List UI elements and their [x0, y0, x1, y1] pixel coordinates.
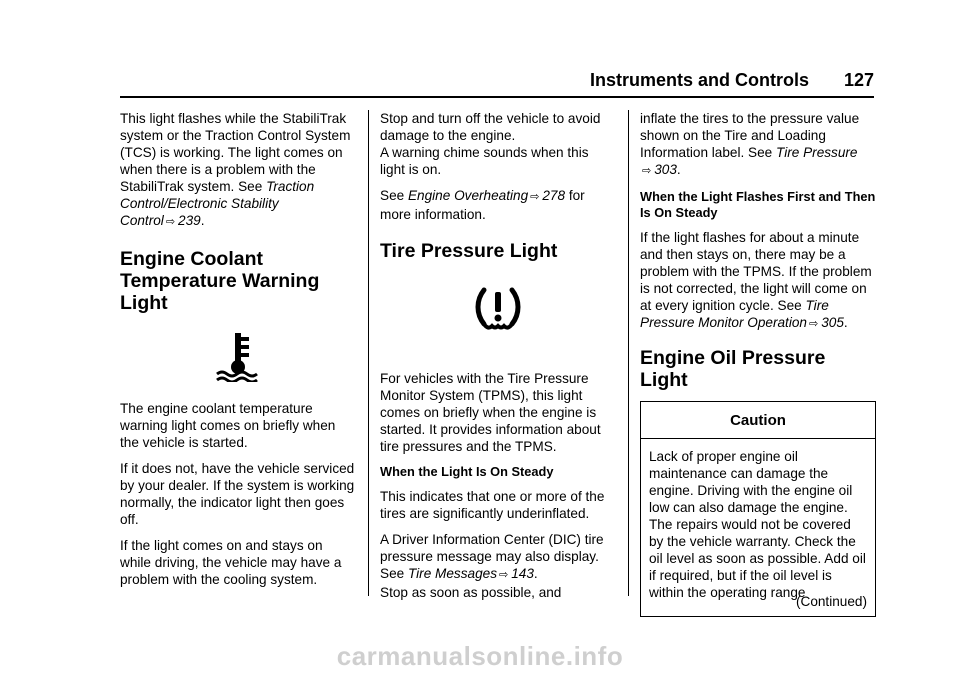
- tpms-problem-paragraph: [640, 229, 876, 333]
- page-ref-arrow-icon: ⇨: [530, 191, 540, 203]
- intro-text: This light flashes while the StabiliTrak system or the Traction Control System (TCS) is working. The light comes on when there is a problem with the StabiliTrak system. See: [120, 111, 351, 194]
- coolant-paragraph-2: If it does not, have the vehicle serviced by your dealer. If the system is working normally, the indicator light then goes off.: [120, 461, 355, 527]
- heading-engine-coolant: Engine Coolant Temperature Warning Light: [120, 248, 320, 314]
- subhead-light-on-steady: When the Light Is On Steady: [380, 464, 554, 479]
- period: .: [676, 162, 681, 177]
- stop-paragraph: Stop and turn off the vehicle to avoid damage to the engine.: [380, 111, 601, 143]
- heading-tire-pressure: Tire Pressure Light: [380, 240, 558, 262]
- caution-body: Lack of proper engine oil maintenance can damage the engine. Driving with the engine oil low can also damage the engine. The repairs would not be covered by the vehicle warranty. Check the oil level as soon as possible. Add oil if required, but if the oil level is within the operating range: [649, 449, 866, 600]
- tire-pressure-icon: [380, 284, 616, 340]
- section-title: Instruments and Controls: [589, 70, 809, 90]
- page-ref-arrow-icon: ⇨: [499, 569, 509, 581]
- xref-traction-control[interactable]: Traction Control/Electronic Stability Control: [120, 179, 315, 228]
- inflate-paragraph: [640, 110, 876, 180]
- heading-engine-oil-pressure: Engine Oil Pressure Light: [640, 347, 826, 391]
- xref-page-303[interactable]: 303: [654, 162, 677, 177]
- page-ref-arrow-icon: ⇨: [165, 216, 176, 228]
- dic-text: A Driver Information Center (DIC) tire pressure message may also display. See: [380, 532, 604, 581]
- inflate-text: inflate the tires to the pressure value shown on the Tire and Loading Information label. See: [640, 111, 860, 160]
- page-ref-arrow-icon: ⇨: [642, 165, 652, 177]
- see-label: See: [380, 188, 405, 203]
- intro-paragraph: [120, 110, 356, 231]
- dic-tail-text: Stop as soon as possible, and: [380, 585, 562, 600]
- coolant-paragraph-1: The engine coolant temperature warning light comes on briefly when the vehicle is started.: [120, 401, 336, 450]
- column-3: [640, 110, 876, 617]
- tpms-problem-text: If the light flashes for about a minute and then stays on, there may be a problem with the TPMS. If the problem is not corrected, the light will come on at every ignition cycle. See: [640, 230, 872, 313]
- column-divider-2: [628, 110, 629, 596]
- watermark: carmanualsonline.info: [336, 641, 624, 671]
- chime-paragraph: A warning chime sounds when this light is on.: [380, 145, 589, 177]
- page-number: 127: [843, 70, 874, 90]
- header-rule: [120, 96, 874, 98]
- page-ref-arrow-icon: ⇨: [808, 318, 819, 330]
- xref-tire-pressure[interactable]: Tire Pressure: [776, 145, 858, 160]
- caution-box: [640, 401, 876, 617]
- coolant-temperature-icon: [120, 330, 356, 386]
- xref-page-239[interactable]: 239: [178, 213, 201, 228]
- period: .: [200, 213, 205, 228]
- underinflated-paragraph: This indicates that one or more of the tires are significantly underinflated.: [380, 489, 605, 521]
- page-header: [120, 70, 874, 97]
- xref-page-143[interactable]: 143: [511, 566, 534, 581]
- xref-tire-messages[interactable]: Tire Messages: [407, 566, 497, 581]
- period: .: [533, 566, 538, 581]
- dic-paragraph: [380, 531, 616, 601]
- column-divider-1: [368, 110, 369, 596]
- subhead-flashes-then-steady: When the Light Flashes First and Then Is On Steady: [640, 189, 876, 220]
- coolant-paragraph-3: If the light comes on and stays on while driving, the vehicle may have a problem with the cooling system.: [120, 538, 342, 587]
- column-1: [120, 110, 356, 597]
- caution-continued: (Continued): [795, 594, 867, 609]
- xref-page-278[interactable]: 278: [542, 188, 566, 203]
- see-suffix: for more information.: [380, 188, 585, 222]
- see-overheating-paragraph: [380, 187, 616, 223]
- xref-page-305[interactable]: 305: [821, 315, 844, 330]
- xref-engine-overheating[interactable]: Engine Overheating: [407, 188, 529, 203]
- column-2: [380, 110, 616, 610]
- caution-title: Caution: [641, 402, 875, 439]
- period: .: [843, 315, 848, 330]
- xref-tpms-operation[interactable]: Tire Pressure Monitor Operation: [640, 298, 829, 330]
- tpms-paragraph: For vehicles with the Tire Pressure Monitor System (TPMS), this light comes on briefly when the engine is started. It provides information about tire pressures and the TPMS.: [380, 371, 601, 454]
